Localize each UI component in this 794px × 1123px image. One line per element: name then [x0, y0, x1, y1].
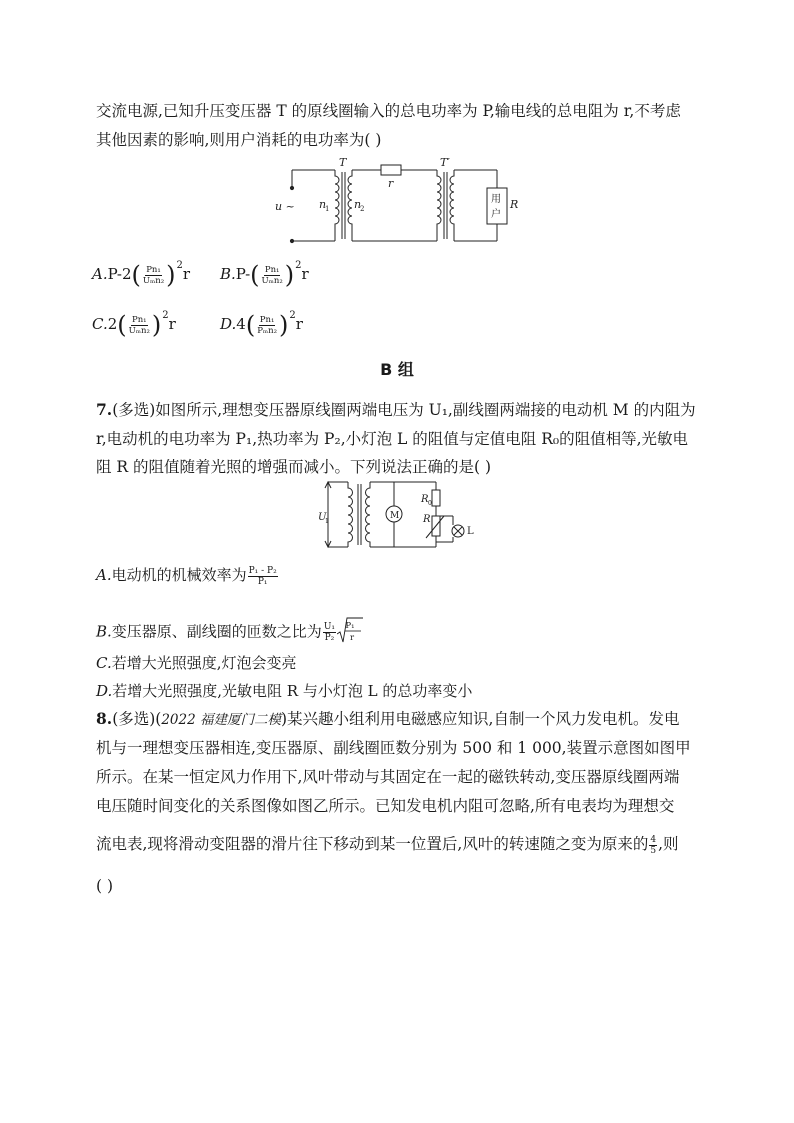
option-letter: C. — [92, 315, 108, 333]
label-T-prime: T′ — [440, 158, 450, 169]
fraction: $\frac{\text{U₁}}{\text{P₂}}$ — [323, 622, 336, 643]
label-r: r — [388, 177, 394, 190]
square-root — [337, 616, 363, 649]
label-user-2: 户 — [491, 209, 501, 220]
label-L: L — [467, 526, 474, 537]
label-U1-sub: 1 — [325, 518, 329, 525]
q7-option-c[interactable] — [96, 653, 297, 673]
q6-option-d[interactable]: D.4( $\frac{\text{Pn₁}}{\text{Pₘn₂}}$ )$^2$r — [220, 310, 303, 339]
question-number: 7. — [96, 400, 113, 419]
q8-line-6: ( ) — [96, 877, 114, 895]
section-text: 组 — [392, 360, 414, 379]
option-text: 变压器原、副线圈的匝数之比为 — [111, 622, 322, 641]
power: 2 — [162, 310, 169, 321]
option-letter: A. — [92, 265, 108, 283]
label-R0: R — [421, 494, 429, 505]
option-letter: D. — [96, 682, 113, 700]
q7-option-b[interactable] — [96, 616, 363, 649]
option-prefix: 2 — [107, 315, 118, 333]
option-suffix: r — [168, 315, 176, 333]
q7-option-d[interactable] — [96, 681, 472, 701]
section-heading — [0, 357, 794, 380]
q8-source: 2022 福建厦门二模 — [161, 712, 281, 728]
q8-line-5-text: 流电表,现将滑动变阻器的滑片往下移动到某一位置后,风叶的转速随之变为原来的 — [96, 835, 649, 853]
label-M: M — [390, 511, 400, 521]
q8-line-5-end: ,则 — [658, 835, 679, 853]
q8-line-2: 机与一理想变压器相连,变压器原、副线圈匝数分别为 500 和 1 000,装置示意图如图甲 — [96, 739, 691, 757]
option-prefix: 4 — [236, 315, 246, 333]
fraction: $\frac{\text{Pn₁}}{\text{Uₘn₂}}$ — [261, 264, 283, 286]
power: 2 — [295, 260, 302, 271]
label-user-1: 用 — [491, 194, 501, 205]
option-text: 若增大光照强度,灯泡会变亮 — [111, 654, 297, 672]
radical-sign-icon — [337, 616, 363, 644]
power: 2 — [176, 260, 183, 271]
label-n2-sub: 2 — [360, 205, 365, 213]
option-prefix: P-2 — [107, 265, 132, 283]
option-letter: B. — [96, 622, 112, 641]
option-letter: C. — [96, 654, 112, 672]
q7-line-2: r,电动机的电功率为 P₁,热功率为 P₂,小灯泡 L 的阻值与定值电阻 R₀的阻值相等,光敏电 — [96, 430, 689, 448]
label-R-photo: R — [423, 514, 431, 525]
label-R: R — [510, 198, 519, 211]
label-u-source: u ~ — [275, 200, 295, 213]
q7-line-1 — [96, 400, 696, 420]
option-text: 电动机的机械效率为 — [111, 566, 247, 584]
label-n1: n — [319, 198, 327, 211]
q8-text-b: )某兴趣小组利用电磁感应知识,自制一个风力发电机。发电 — [281, 710, 680, 728]
q7-line-3: 阻 R 的阻值随着光照的增强而减小。下列说法正确的是( ) — [96, 458, 492, 476]
fraction: $\frac{\text{Pn₁}}{\text{Uₘn₂}}$ — [128, 314, 150, 336]
option-suffix: r — [301, 265, 309, 283]
fraction: $\frac{4}{5}$ — [650, 834, 657, 856]
label-T: T — [339, 158, 347, 169]
label-U1: U — [318, 512, 327, 523]
q7-line-1-text: (多选)如图所示,理想变压器原线圈两端电压为 U₁,副线圈两端接的电动机 M 的内阻为 — [112, 401, 696, 419]
fraction: $\frac{\text{Pn₁}}{\text{Pₘn₂}}$ — [257, 314, 278, 336]
q8-line-5 — [96, 834, 679, 856]
svg-text:r: r — [349, 633, 355, 643]
label-n1-sub: 1 — [325, 205, 330, 213]
option-letter: A. — [96, 566, 112, 584]
fraction: $\frac{\text{Pn₁}}{\text{Uₘn₂}}$ — [142, 264, 165, 286]
q6-option-a[interactable]: A.P-2( $\frac{\text{Pn₁}}{\text{Uₘn₂}}$ )$^2$r — [92, 260, 191, 289]
q8-line-4: 电压随时间变化的关系图像如图乙所示。已知发电机内阻可忽略,所有电表均为理想交 — [96, 797, 675, 815]
q6-line-2: 其他因素的影响,则用户消耗的电功率为( ) — [96, 131, 382, 149]
label-n2: n — [354, 198, 362, 211]
option-suffix: r — [295, 315, 303, 333]
question-number: 8. — [96, 709, 113, 728]
section-letter: B — [380, 360, 393, 379]
q8-text-a: (多选)( — [112, 710, 162, 728]
option-prefix: P- — [235, 265, 251, 283]
option-letter: D. — [220, 315, 237, 333]
q6-circuit-diagram — [275, 158, 525, 248]
option-text: 若增大光照强度,光敏电阻 R 与小灯泡 L 的总功率变小 — [112, 682, 473, 700]
q8-line-1 — [96, 709, 679, 730]
q6-option-b[interactable]: B.P-( $\frac{\text{Pn₁}}{\text{Uₘn₂}}$ )$^2$r — [220, 260, 309, 289]
power: 2 — [289, 310, 296, 321]
option-letter: B. — [220, 265, 236, 283]
q6-option-c[interactable]: C.2( $\frac{\text{Pn₁}}{\text{Uₘn₂}}$ )$^2$r — [92, 310, 176, 339]
option-suffix: r — [182, 265, 191, 283]
svg-text:P₁: P₁ — [345, 621, 355, 631]
label-R0-sub: 0 — [428, 500, 432, 507]
q8-line-3: 所示。在某一恒定风力作用下,风叶带动与其固定在一起的磁铁转动,变压器原线圈两端 — [96, 768, 680, 786]
q7-circuit-diagram — [318, 478, 483, 552]
q6-line-1: 交流电源,已知升压变压器 T 的原线圈输入的总电功率为 P,输电线的总电阻为 r,不考虑 — [96, 102, 681, 120]
fraction: $\frac{\text{P₁ - P₂}}{\text{P₁}}$ — [248, 565, 277, 587]
q7-option-a[interactable] — [96, 565, 279, 587]
